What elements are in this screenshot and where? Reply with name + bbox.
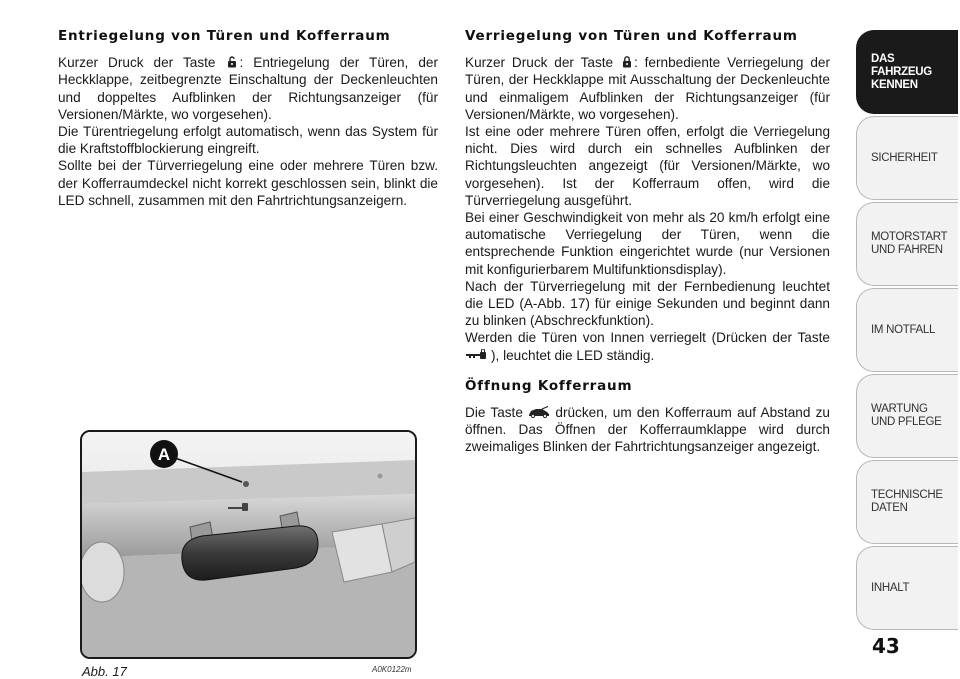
text-fragment: Kurzer Druck der Taste [465,55,620,71]
door-panel-illustration [82,432,415,657]
panel-screw [378,474,383,479]
text-fragment: Die Taste [465,405,529,421]
tab-technische-daten[interactable]: TECHNISCHE DATEN [856,460,958,544]
tab-motorstart[interactable]: MOTORSTART UND FAHREN [856,202,958,286]
unlock-paragraph-2: Die Türentriegelung erfolgt automatisch, wenn das System für die Kraftstoffblockierung eingreift. [58,124,438,157]
tab-im-notfall[interactable]: IM NOTFALL [856,288,958,372]
lock-paragraph-4: Nach der Türverriegelung mit der Fernbedienung leuchtet die LED (A-Abb. 17) für einige Sekunden und beginnt dann zu blinken (Abschreckfunktion). [465,278,830,329]
key-lock-icon [465,349,491,361]
text-fragment: Werden die Türen von Innen verriegelt (Drücken der Taste [465,330,830,346]
padlock-open-icon [225,56,239,68]
unlock-paragraph-3: Sollte bei der Türverriegelung eine oder mehrere Türen bzw. der Kofferraumdeckel nicht korrekt geschlossen sein, blinkt die LED schnell, zusammen mit den Fahrtrichtungsanzeigern. [58,158,438,208]
unlock-paragraph-1 [58,54,438,123]
text-fragment: : fernbediente Verriegelung der Türen, der Heckklappe mit Ausschaltung der Deckenleuchte und einmaligem Aufblinken der Richtungsanzeiger (für Versionen/Märkte, wo vorgesehen). [465,55,830,122]
lock-heading: Verriegelung von Türen und Kofferraum [465,28,798,44]
right-column [465,28,830,456]
tab-das-fahrzeug-kennen[interactable]: DAS FAHRZEUG KENNEN [856,30,958,114]
tab-inhalt[interactable]: INHALT [856,546,958,630]
lock-paragraph-3: Bei einer Geschwindigkeit von mehr als 20 km/h erfolgt eine automatische Verriegelung der Türen, wenn die entsprechende Funktion eingerichtet wurde (nur Versionen mit konfigurierbarem Multifunktionsdisplay). [465,210,830,277]
page-number: 43 [872,634,900,658]
trunk-paragraph [465,404,830,456]
figure-code: A0K0122m [372,665,412,674]
tab-sicherheit[interactable]: SICHERHEIT [856,116,958,200]
text-fragment: Kurzer Druck der Taste [58,55,226,71]
tab-wartung[interactable]: WARTUNG UND PFLEGE [856,374,958,458]
led-indicator [243,481,249,487]
text-fragment: : Entriegelung der Türen, der Heckklappe, zeitbegrenzte Einschaltung der Deckenleuchten und doppeltes Aufblinken der Richtungsanzeiger (für Versionen/Märkte, wo vorgesehen). [58,55,438,122]
figure-caption: Abb. 17 [82,664,127,679]
callout-label: A [157,445,171,464]
left-switch [82,542,124,602]
lock-paragraph-5 [465,329,830,363]
car-trunk-icon [528,406,550,418]
chapter-tabs [848,0,960,677]
unlock-heading: Entriegelung von Türen und Kofferraum [58,28,391,44]
lock-paragraph-1 [465,54,830,123]
text-fragment: ), leuchtet die LED ständig. [491,347,655,363]
trunk-heading: Öffnung Kofferraum [465,377,633,394]
lock-paragraph-2: Ist eine oder mehrere Türen offen, erfolgt die Verriegelung nicht. Dies wird durch ein schnelles Aufblinken der Richtungsleuchten angezeigt (für Versionen/Märkte, wo vorgesehen). Ist der Kofferraum offen, wird die Türverriegelung ausgeführt. [465,124,830,208]
figure-door-panel [80,430,417,659]
padlock-closed-icon [620,56,634,68]
left-column [58,28,438,209]
text-fragment: drücken, um den Kofferraum auf Abstand zu öffnen. Das Öffnen der Kofferraumklappe wird durch zweimaliges Blinken der Fahrtrichtungsanzeiger angezeigt. [465,405,830,455]
